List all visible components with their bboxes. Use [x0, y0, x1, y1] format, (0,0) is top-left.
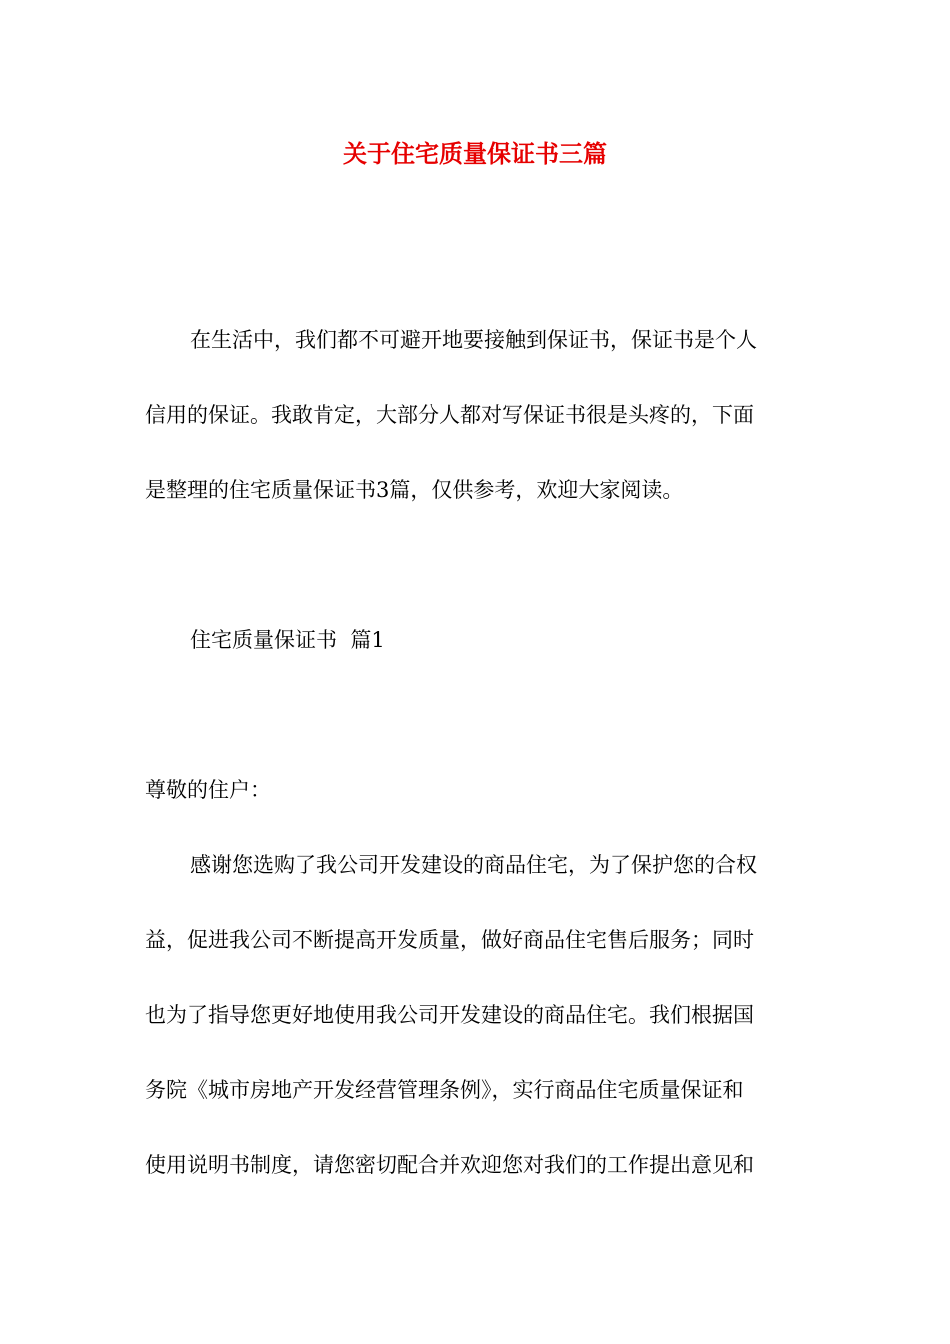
- body-line-4: 务院《城市房地产开发经营管理条例》，实行商品住宅质量保证和: [145, 1078, 744, 1102]
- body-line-2: 益，促进我公司不断提高开发质量，做好商品住宅售后服务；同时: [145, 928, 754, 952]
- section-heading: 住宅质量保证书 篇1: [190, 628, 385, 652]
- intro-line-3: 是整理的住宅质量保证书3篇，仅供参考，欢迎大家阅读。: [145, 478, 684, 502]
- body-line-1: 感谢您选购了我公司开发建设的商品住宅，为了保护您的合权: [190, 853, 757, 877]
- body-line-3: 也为了指导您更好地使用我公司开发建设的商品住宅。我们根据国: [145, 1003, 754, 1027]
- salutation: 尊敬的住户：: [145, 778, 271, 802]
- intro-line-2: 信用的保证。我敢肯定，大部分人都对写保证书很是头疼的，下面: [145, 403, 754, 427]
- intro-line-1: 在生活中，我们都不可避开地要接触到保证书，保证书是个人: [190, 328, 757, 352]
- document-title: 关于住宅质量保证书三篇: [343, 139, 607, 168]
- body-line-5: 使用说明书制度，请您密切配合并欢迎您对我们的工作提出意见和: [145, 1153, 754, 1177]
